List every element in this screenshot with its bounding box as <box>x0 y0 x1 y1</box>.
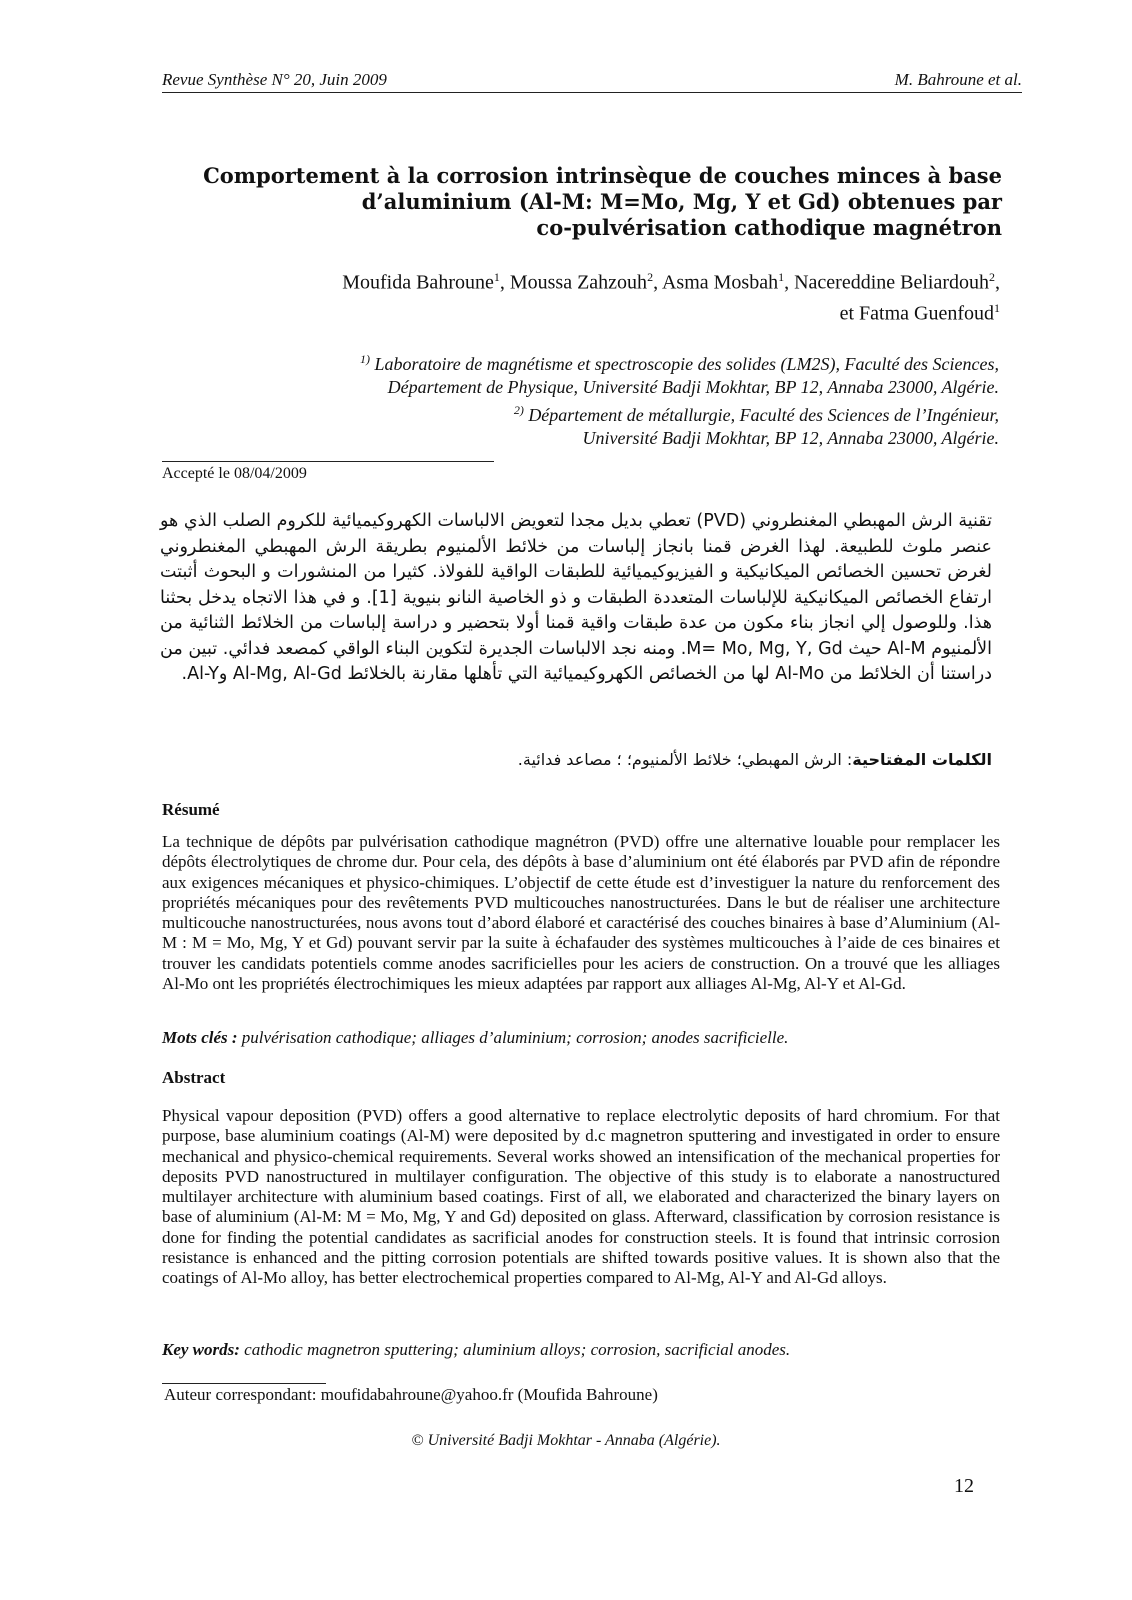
affiliation-text: Département de métallurgie, Faculté des Sciences de l’Ingénieur, <box>523 405 999 425</box>
key-words-text: cathodic magnetron sputtering; aluminium alloys; corrosion, sacrificial anodes. <box>239 1340 791 1359</box>
author-separator: , <box>499 271 510 294</box>
page-number: 12 <box>954 1475 974 1497</box>
paper-title <box>182 163 1002 241</box>
affiliation-sup: 1) <box>359 352 370 366</box>
affiliation-1-line-1 <box>139 348 999 376</box>
author-affil-sup: 2 <box>989 270 995 284</box>
resume-heading: Résumé <box>162 800 220 819</box>
mots-cles-label: Mots clés : <box>162 1028 238 1047</box>
affiliation-2-line-2: Université Badji Mokhtar, BP 12, Annaba 23000, Algérie. <box>582 428 999 448</box>
title-line-1: Comportement à la corrosion intrinsèque de couches minces à base <box>203 163 1002 188</box>
corresponding-author-footnote: Auteur correspondant: moufidabahroune@yahoo.fr (Moufida Bahroune) <box>164 1385 658 1404</box>
affiliation-2-line-1 <box>139 399 999 427</box>
resume-text: La technique de dépôts par pulvérisation cathodique magnétron (PVD) offre une alternative louable pour remplacer les dépôts électrolytiques de chrome dur. Pour cela, des dépôts à base d’aluminium ont été élaborés par PVD afin de répondre aux exigences mécaniques et physico-chimiques. L’objectif de cette étude est d’investiguer la nature du renforcement des propriétés mécaniques pour des revêtements PVD multicouches nanostructurées. Dans le but de réaliser une architecture multicouche nanostructurées, nous avons tout d’abord élaboré et caractérisé des couches binaires à base d’Aluminium (Al-M : M = Mo, Mg, Y et Gd) pouvant servir par la suite à échafauder des systèmes multicouches à l’aide de ces binaires et trouver les candidats potentiels comme anodes sacrificielles pour les aciers de construction. On a trouvé que les alliages Al-Mo ont les propriétés électrochimiques les mieux adaptées par rapport aux alliages Al-Mg, Al-Y et Al-Gd. <box>162 832 1000 994</box>
arabic-keywords <box>518 750 992 769</box>
arabic-keywords-text: : الرش المهبطي؛ خلائط الألمنيوم؛ ؛ مصاعد فدائية. <box>517 750 853 769</box>
mots-cles-text: pulvérisation cathodique; alliages d’aluminium; corrosion; anodes sacrificielle. <box>237 1028 789 1047</box>
authors-line-2 <box>180 296 1000 327</box>
author-name: et Fatma Guenfoud <box>839 302 994 325</box>
author-name: Asma Mosbah <box>661 271 779 294</box>
author-affil-sup: 1 <box>493 270 500 284</box>
affiliation-sup: 2) <box>513 403 524 417</box>
running-header <box>162 66 1022 93</box>
author-separator: , <box>784 271 795 294</box>
author-affil-sup: 1 <box>994 300 1000 315</box>
abstract-text: Physical vapour deposition (PVD) offers a good alternative to replace electrolytic deposits of hard chromium. For that purpose, base aluminium coatings (Al-M) were deposited by d.c magnetron sputtering and investigated in order to ensure mechanical and physico-chemical requirements. Several works showed an intensification of the mechanical properties for deposits PVD nanostructured in multilayer configuration. The objective of this study is to elaborate a nanostructured multilayer architecture with aluminium based coatings. First of all, we elaborated and characterized the binary layers on base of aluminium (Al-M: M = Mo, Mg, Y and Gd) deposited on glass. Afterward, classification by corrosion resistance is done for finding the potential candidates as sacrificial anodes for construction steels. It is found that intrinsic corrosion resistance is enhanced and the pitting corrosion potentials are shifted towards positive values. It is shown also that the coatings of Al-Mo alloy, has better electrochemical properties compared to Al-Mg, Al-Y and Al-Gd alloys. <box>162 1106 1000 1288</box>
title-line-3: co-pulvérisation cathodique magnétron <box>536 215 1002 240</box>
abstract-heading: Abstract <box>162 1068 226 1087</box>
author-name: Moufida Bahroune <box>342 271 494 294</box>
mots-cles <box>162 1028 1000 1048</box>
accepted-rule <box>162 461 494 462</box>
affiliations <box>139 348 999 450</box>
author-name: Moussa Zahzouh <box>509 271 648 294</box>
key-words-label: Key words: <box>162 1340 240 1359</box>
author-short: M. Bahroune et al. <box>894 70 1022 89</box>
affiliation-text: Laboratoire de magnétisme et spectroscopie des solides (LM2S), Faculté des Sciences, <box>369 354 999 374</box>
title-line-2: d’aluminium (Al-M: M=Mo, Mg, Y et Gd) obtenues par <box>361 189 1002 214</box>
author-separator: , <box>653 271 662 294</box>
copyright-notice: © Université Badji Mokhtar - Annaba (Algérie). <box>411 1432 721 1449</box>
authors-line-1 <box>180 265 1000 296</box>
journal-reference: Revue Synthèse N° 20, Juin 2009 <box>162 70 387 89</box>
author-affil-sup: 2 <box>647 270 654 284</box>
author-list <box>180 265 1000 326</box>
author-separator: , <box>995 271 1000 294</box>
arabic-keywords-label: الكلمات المفتاحية <box>852 750 992 769</box>
key-words <box>162 1340 1000 1360</box>
affiliation-1-line-2: Département de Physique, Université Badji Mokhtar, BP 12, Annaba 23000, Algérie. <box>387 377 999 397</box>
arabic-abstract: تقنية الرش المهبطي المغنطروني (PVD) تعطي بديل مجدا لتعويض الالباسات الكهروكيميائية للكروم الصلب الذي هو عنصر ملوث للطبيعة. لهذا الغرض قمنا بانجاز إلباسات من خلائط الألمنيوم بطريقة الرش المهبطي المغنطروني لغرض تحسين الخصائص الميكانيكية و الفيزيوكيميائية للطبقات الواقية للفولاذ. كثيرا من المنشورات و البحوث أثبتت ارتفاع الخصائص الميكانيكية للإلباسات المتعددة الطبقات و ذو الخاصية النانو بنيوية [1]. و في هذا الاتجاه يدخل بحثنا هذا. وللوصول إلي انجاز بناء مكون من عدة طبقات واقية قمنا أولا بتحضير و دراسة إلباسات من الخلائط الثنائية من الألمنيوم Al-M حيث M= Mo, Mg, Y, Gd. ومنه نجد الالباسات الجديرة لتكوين البناء الواقي كمصعد فدائي. تبين من دراستنا أن الخلائط من Al-Mo لها من الخصائص الكهروكيميائية التي تأهلها مقارنة بالخلائط Al-Mg, Al-Gd وAl-Y. <box>160 511 992 684</box>
author-name: Nacereddine Beliardouh <box>794 271 989 294</box>
footnote-rule <box>162 1383 326 1384</box>
accepted-date: Accepté le 08/04/2009 <box>162 465 307 482</box>
author-affil-sup: 1 <box>778 270 785 284</box>
